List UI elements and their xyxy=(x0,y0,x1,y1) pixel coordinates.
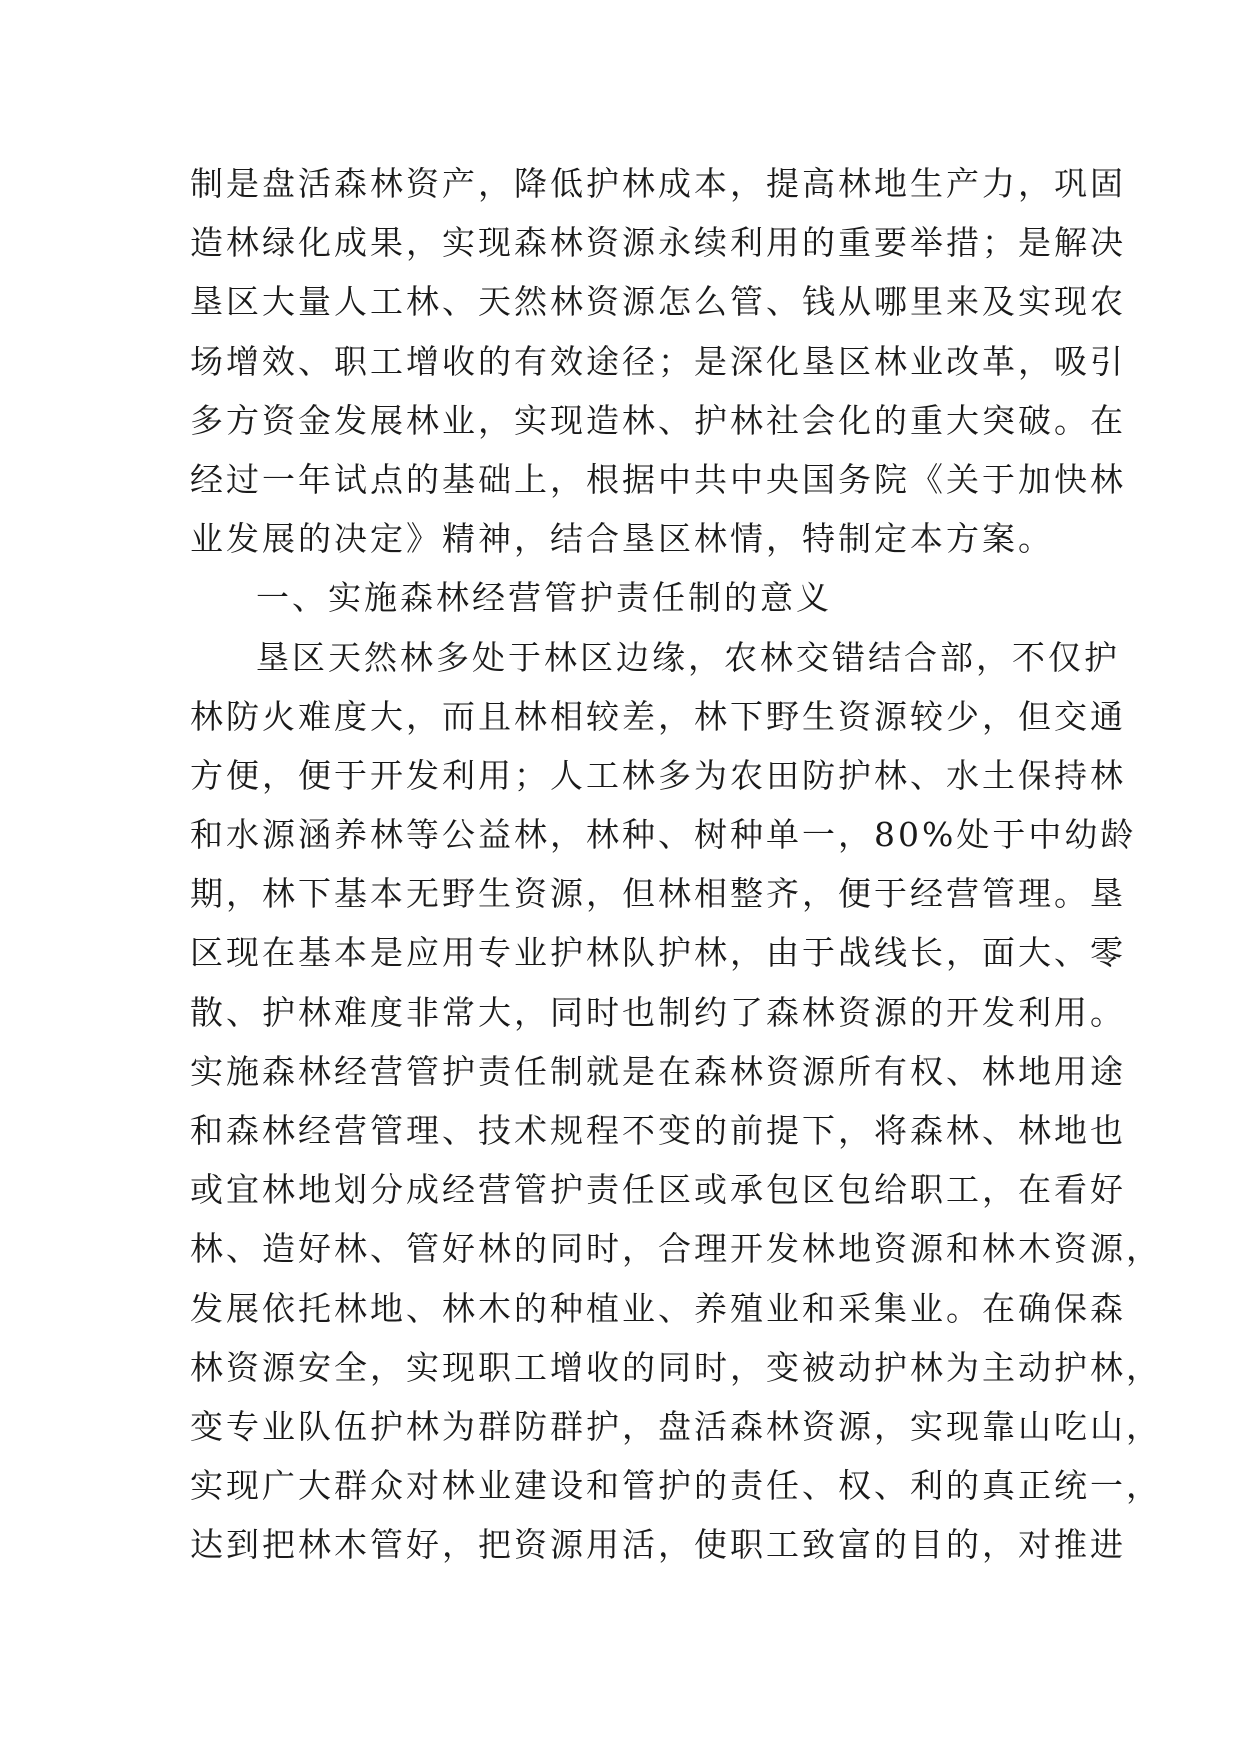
text-line: 多方资金发展林业，实现造林、护林社会化的重大突破。在 xyxy=(190,400,1126,440)
text-line: 期，林下基本无野生资源，但林相整齐，便于经营管理。垦 xyxy=(190,874,1126,914)
text-line: 造林绿化成果，实现森林资源永续利用的重要举措；是解决 xyxy=(190,223,1126,263)
section-heading: 一、实施森林经营管护责任制的意义 xyxy=(256,578,832,618)
text-line: 制是盘活森林资产，降低护林成本，提高林地生产力，巩固 xyxy=(190,164,1126,203)
text-line: 和水源涵养林等公益林，林种、树种单一，80%处于中幼龄 xyxy=(190,815,1137,855)
text-line: 达到把林木管好，把资源用活，使职工致富的目的，对推进 xyxy=(190,1525,1126,1565)
body-text xyxy=(190,154,1162,1575)
text-line: 经过一年试点的基础上，根据中共中央国务院《关于加快林 xyxy=(190,459,1126,499)
text-line: 业发展的决定》精神，结合垦区林情，特制定本方案。 xyxy=(190,519,1054,559)
text-line: 场增效、职工增收的有效途径；是深化垦区林业改革，吸引 xyxy=(190,341,1126,381)
text-line: 林、造好林、管好林的同时，合理开发林地资源和林木资源， xyxy=(190,1229,1162,1269)
text-line: 散、护林难度非常大，同时也制约了森林资源的开发利用。 xyxy=(190,992,1126,1032)
text-line: 和森林经营管理、技术规程不变的前提下，将森林、林地也 xyxy=(190,1111,1126,1150)
text-line: 垦区天然林多处于林区边缘，农林交错结合部，不仅护 xyxy=(256,637,1120,677)
text-line: 林资源安全，实现职工增收的同时，变被动护林为主动护林， xyxy=(190,1347,1162,1387)
text-line: 实施森林经营管护责任制就是在森林资源所有权、林地用途 xyxy=(190,1051,1126,1091)
text-line: 林防火难度大，而且林相较差，林下野生资源较少，但交通 xyxy=(190,696,1126,736)
text-line: 或宜林地划分成经营管护责任区或承包区包给职工，在看好 xyxy=(190,1170,1126,1210)
text-line: 区现在基本是应用专业护林队护林，由于战线长，面大、零 xyxy=(190,933,1126,973)
text-line: 变专业队伍护林为群防群护，盘活森林资源，实现靠山吃山， xyxy=(190,1406,1162,1446)
text-line: 实现广大群众对林业建设和管护的责任、权、利的真正统一， xyxy=(190,1466,1162,1506)
text-line: 发展依托林地、林木的种植业、养殖业和采集业。在确保森 xyxy=(190,1288,1126,1328)
text-line: 方便，便于开发利用；人工林多为农田防护林、水土保持林 xyxy=(190,755,1126,795)
text-line: 垦区大量人工林、天然林资源怎么管、钱从哪里来及实现农 xyxy=(190,282,1126,322)
